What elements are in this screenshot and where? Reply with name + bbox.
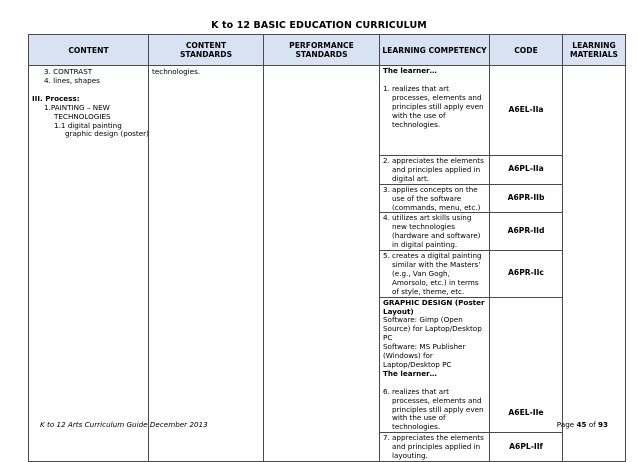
content-line: TECHNOLOGIES <box>54 111 111 121</box>
table-row <box>29 66 626 156</box>
curriculum-table <box>28 34 626 462</box>
content-line: 1.1 digital painting <box>54 120 122 130</box>
competency-cell <box>380 213 490 251</box>
competency-text: creates a digital painting similar with the Masters’ (e.g., Van Gogh, Amorsolo, etc.) in terms of style, theme, etc. <box>392 251 482 296</box>
header-learning-materials: LEARNING MATERIALS <box>563 35 626 66</box>
code-cell: A6PR-IIc <box>490 251 563 298</box>
content-line: 3. CONTRAST <box>44 67 93 76</box>
item-number: 3. <box>383 184 390 194</box>
competency-text: utilizes art skills using new technologies (hardware and software) in digital painting. <box>392 213 481 250</box>
software-note: Software: Gimp (Open Source) for Laptop/Desktop PC <box>383 315 482 343</box>
content-standards-text: technologies. <box>152 67 201 76</box>
learner-label: The learner… <box>383 66 437 75</box>
item-number: 2. <box>383 156 390 165</box>
content-cell <box>29 66 149 462</box>
learner-label: The learner… <box>383 368 437 378</box>
header-code: CODE <box>490 35 563 66</box>
header-performance-standards: PERFORMANCE STANDARDS <box>264 35 380 66</box>
item-number: 4. <box>383 213 390 223</box>
learning-materials-cell <box>563 66 626 462</box>
footer-page-number: Page 45 of 93 <box>556 420 608 429</box>
competency-text: applies concepts on the use of the software (commands, menu, etc.) <box>392 184 481 212</box>
graphic-design-heading: GRAPHIC DESIGN (Poster Layout) <box>383 297 485 316</box>
code-cell: A6PR-IId <box>490 213 563 251</box>
code-cell: A6PR-IIb <box>490 184 563 213</box>
item-number: 7. <box>383 433 390 443</box>
content-line: 1.PAINTING – NEW <box>44 102 110 112</box>
competency-cell <box>380 251 490 298</box>
code-cell: A6EL-IIe <box>490 297 563 433</box>
software-note: Software: MS Publisher (Windows) for Laptop/Desktop PC <box>383 342 466 369</box>
content-standards-cell <box>149 66 264 462</box>
content-line: III. Process: <box>32 93 80 103</box>
document-title: K to 12 BASIC EDUCATION CURRICULUM <box>211 20 427 31</box>
competency-text: appreciates the elements and principles applied in digital art. <box>392 156 484 183</box>
code-cell: A6PL-IIa <box>490 156 563 185</box>
item-number: 1. <box>383 83 390 93</box>
item-number: 6. <box>383 386 390 396</box>
header-content: CONTENT <box>29 35 149 66</box>
code-cell: A6PL-IIf <box>490 433 563 462</box>
footer-guide-title: K to 12 Arts Curriculum Guide December 2013 <box>40 420 208 429</box>
table-header-row <box>29 35 626 66</box>
performance-standards-cell <box>264 66 380 462</box>
competency-cell <box>380 433 490 462</box>
competency-text: appreciates the elements and principles applied in layouting. <box>392 433 484 461</box>
content-line: 4. lines, shapes <box>44 75 100 85</box>
code-cell: A6EL-IIa <box>490 66 563 156</box>
competency-text: realizes that art processes, elements and principles still apply even with the use of technologies. <box>392 386 484 432</box>
competency-text: realizes that art processes, elements and principles still apply even with the use of technologies. <box>392 83 484 129</box>
item-number: 5. <box>383 251 390 261</box>
competency-cell <box>380 297 490 433</box>
header-learning-competency: LEARNING COMPETENCY <box>380 35 490 66</box>
competency-cell <box>380 66 490 156</box>
header-content-standards: CONTENT STANDARDS <box>149 35 264 66</box>
content-line: graphic design (poster) <box>65 129 149 139</box>
competency-cell <box>380 184 490 213</box>
competency-cell <box>380 156 490 185</box>
